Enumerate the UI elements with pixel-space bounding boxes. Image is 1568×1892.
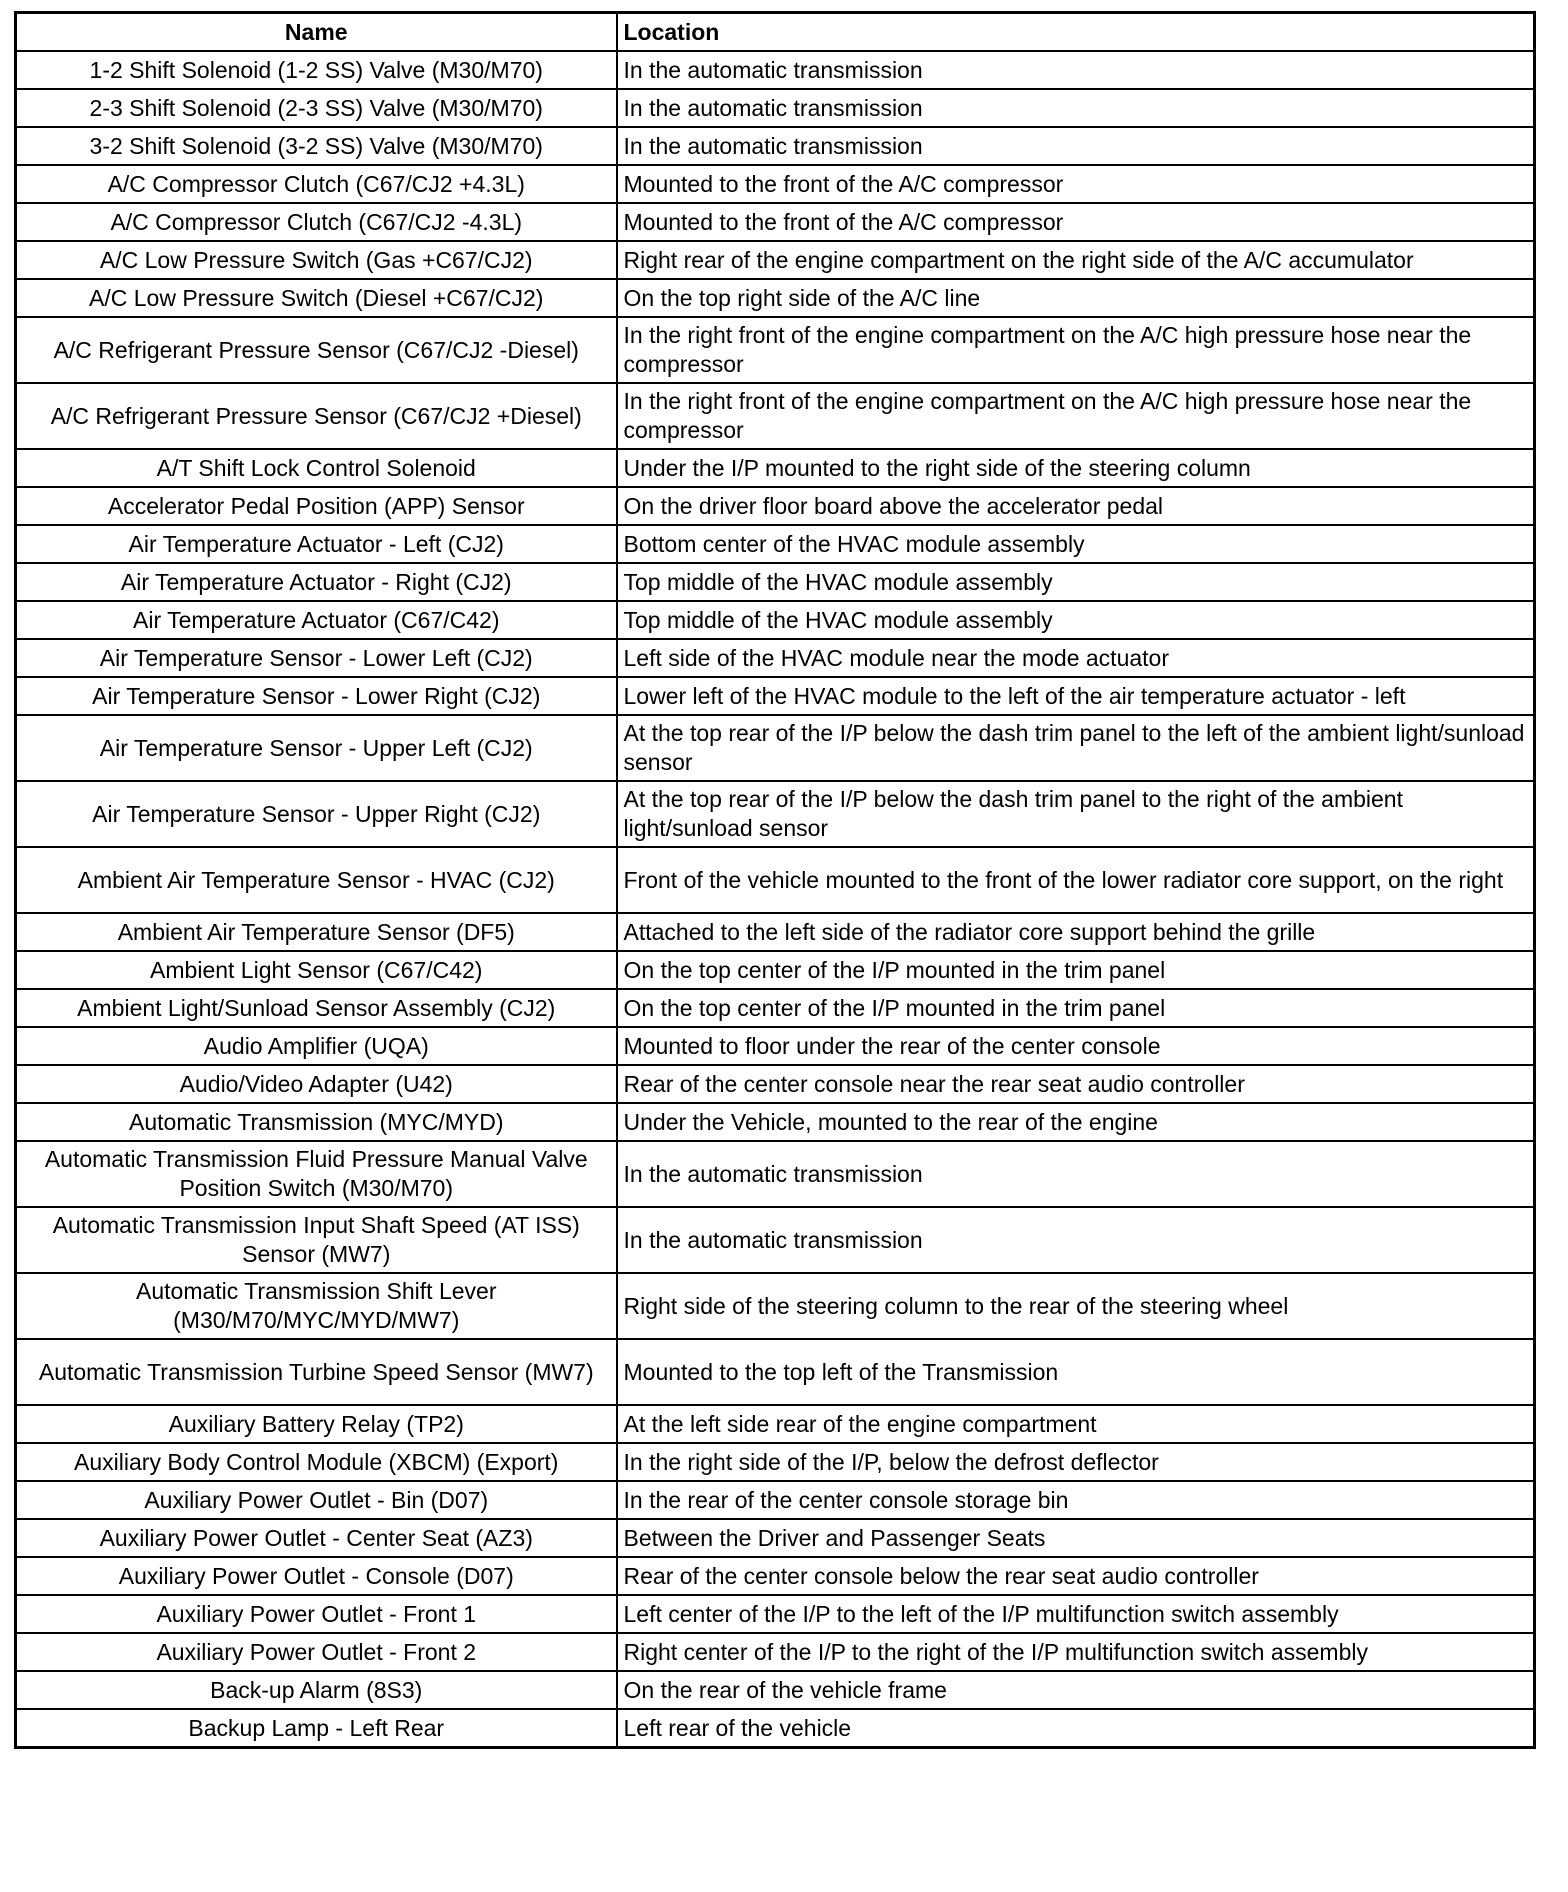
cell-name: Auxiliary Power Outlet - Center Seat (AZ3) (16, 1519, 617, 1557)
cell-name: Automatic Transmission Turbine Speed Sensor (MW7) (16, 1339, 617, 1405)
table-row (16, 449, 1535, 487)
table-row (16, 165, 1535, 203)
table-row (16, 1443, 1535, 1481)
table-row (16, 1339, 1535, 1405)
table-row (16, 1027, 1535, 1065)
header-row (16, 13, 1535, 52)
table-row (16, 487, 1535, 525)
cell-name: Accelerator Pedal Position (APP) Sensor (16, 487, 617, 525)
table-row (16, 1481, 1535, 1519)
cell-name: Air Temperature Sensor - Upper Left (CJ2) (16, 715, 617, 781)
cell-location: Left center of the I/P to the left of the I/P multifunction switch assembly (617, 1595, 1535, 1633)
cell-name: Auxiliary Power Outlet - Bin (D07) (16, 1481, 617, 1519)
cell-location: At the top rear of the I/P below the dash trim panel to the right of the ambient light/sunload sensor (617, 781, 1535, 847)
cell-name: Auxiliary Battery Relay (TP2) (16, 1405, 617, 1443)
cell-name: Ambient Light Sensor (C67/C42) (16, 951, 617, 989)
cell-location: Top middle of the HVAC module assembly (617, 601, 1535, 639)
cell-location: Front of the vehicle mounted to the front of the lower radiator core support, on the right (617, 847, 1535, 913)
cell-name: A/C Refrigerant Pressure Sensor (C67/CJ2 +Diesel) (16, 383, 617, 449)
cell-location: Right rear of the engine compartment on the right side of the A/C accumulator (617, 241, 1535, 279)
cell-name: Automatic Transmission Fluid Pressure Manual Valve Position Switch (M30/M70) (16, 1141, 617, 1207)
cell-location: In the automatic transmission (617, 89, 1535, 127)
cell-name: A/C Low Pressure Switch (Diesel +C67/CJ2) (16, 279, 617, 317)
cell-location: Rear of the center console below the rear seat audio controller (617, 1557, 1535, 1595)
cell-location: In the right side of the I/P, below the defrost deflector (617, 1443, 1535, 1481)
cell-location: On the top center of the I/P mounted in the trim panel (617, 951, 1535, 989)
table-row (16, 601, 1535, 639)
cell-location: Mounted to the front of the A/C compressor (617, 165, 1535, 203)
cell-name: Air Temperature Actuator - Left (CJ2) (16, 525, 617, 563)
cell-location: At the left side rear of the engine compartment (617, 1405, 1535, 1443)
column-header-location: Location (617, 13, 1535, 52)
cell-location: Mounted to the top left of the Transmission (617, 1339, 1535, 1405)
table-row (16, 525, 1535, 563)
cell-location: In the automatic transmission (617, 127, 1535, 165)
cell-location: In the automatic transmission (617, 51, 1535, 89)
cell-location: Bottom center of the HVAC module assembly (617, 525, 1535, 563)
cell-name: A/C Refrigerant Pressure Sensor (C67/CJ2 -Diesel) (16, 317, 617, 383)
cell-name: A/T Shift Lock Control Solenoid (16, 449, 617, 487)
table-row (16, 639, 1535, 677)
table-row (16, 1103, 1535, 1141)
table-row (16, 1671, 1535, 1709)
cell-location: In the right front of the engine compartment on the A/C high pressure hose near the compressor (617, 383, 1535, 449)
cell-name: Back-up Alarm (8S3) (16, 1671, 617, 1709)
cell-name: Backup Lamp - Left Rear (16, 1709, 617, 1748)
cell-name: Automatic Transmission Shift Lever (M30/M70/MYC/MYD/MW7) (16, 1273, 617, 1339)
cell-name: A/C Compressor Clutch (C67/CJ2 +4.3L) (16, 165, 617, 203)
table-row (16, 1141, 1535, 1207)
table-row (16, 847, 1535, 913)
table-body (16, 51, 1535, 1748)
cell-name: Automatic Transmission Input Shaft Speed (AT ISS) Sensor (MW7) (16, 1207, 617, 1273)
table-row (16, 51, 1535, 89)
cell-location: Lower left of the HVAC module to the left of the air temperature actuator - left (617, 677, 1535, 715)
cell-name: Automatic Transmission (MYC/MYD) (16, 1103, 617, 1141)
cell-location: In the automatic transmission (617, 1207, 1535, 1273)
cell-name: Ambient Air Temperature Sensor (DF5) (16, 913, 617, 951)
cell-name: Air Temperature Actuator (C67/C42) (16, 601, 617, 639)
cell-location: Under the Vehicle, mounted to the rear of the engine (617, 1103, 1535, 1141)
cell-name: Air Temperature Actuator - Right (CJ2) (16, 563, 617, 601)
table-row (16, 279, 1535, 317)
component-location-table (14, 11, 1536, 1749)
table-row (16, 1207, 1535, 1273)
cell-name: Air Temperature Sensor - Lower Left (CJ2) (16, 639, 617, 677)
cell-location: Left rear of the vehicle (617, 1709, 1535, 1748)
cell-location: Under the I/P mounted to the right side of the steering column (617, 449, 1535, 487)
cell-name: 1-2 Shift Solenoid (1-2 SS) Valve (M30/M70) (16, 51, 617, 89)
table-row (16, 677, 1535, 715)
table-row (16, 127, 1535, 165)
cell-name: Auxiliary Power Outlet - Front 1 (16, 1595, 617, 1633)
cell-location: In the automatic transmission (617, 1141, 1535, 1207)
cell-name: Ambient Light/Sunload Sensor Assembly (CJ2) (16, 989, 617, 1027)
table-row (16, 913, 1535, 951)
table-row (16, 89, 1535, 127)
table-row (16, 203, 1535, 241)
cell-location: Right side of the steering column to the rear of the steering wheel (617, 1273, 1535, 1339)
cell-location: On the top center of the I/P mounted in the trim panel (617, 989, 1535, 1027)
cell-location: Mounted to floor under the rear of the center console (617, 1027, 1535, 1065)
table-row (16, 1709, 1535, 1748)
cell-location: In the rear of the center console storage bin (617, 1481, 1535, 1519)
cell-location: On the driver floor board above the accelerator pedal (617, 487, 1535, 525)
cell-location: At the top rear of the I/P below the dash trim panel to the left of the ambient light/sunload sensor (617, 715, 1535, 781)
cell-name: Auxiliary Body Control Module (XBCM) (Export) (16, 1443, 617, 1481)
cell-location: Rear of the center console near the rear seat audio controller (617, 1065, 1535, 1103)
cell-name: Auxiliary Power Outlet - Front 2 (16, 1633, 617, 1671)
table-row (16, 1405, 1535, 1443)
table-row (16, 951, 1535, 989)
cell-location: On the top right side of the A/C line (617, 279, 1535, 317)
cell-location: Top middle of the HVAC module assembly (617, 563, 1535, 601)
cell-location: Between the Driver and Passenger Seats (617, 1519, 1535, 1557)
cell-name: 3-2 Shift Solenoid (3-2 SS) Valve (M30/M70) (16, 127, 617, 165)
table-row (16, 715, 1535, 781)
table-row (16, 1633, 1535, 1671)
cell-location: On the rear of the vehicle frame (617, 1671, 1535, 1709)
table-row (16, 781, 1535, 847)
cell-location: Left side of the HVAC module near the mode actuator (617, 639, 1535, 677)
cell-location: Right center of the I/P to the right of the I/P multifunction switch assembly (617, 1633, 1535, 1671)
table-row (16, 1273, 1535, 1339)
cell-name: A/C Compressor Clutch (C67/CJ2 -4.3L) (16, 203, 617, 241)
table-row (16, 989, 1535, 1027)
cell-name: Audio/Video Adapter (U42) (16, 1065, 617, 1103)
cell-location: Attached to the left side of the radiator core support behind the grille (617, 913, 1535, 951)
cell-name: Audio Amplifier (UQA) (16, 1027, 617, 1065)
table-row (16, 317, 1535, 383)
cell-name: Auxiliary Power Outlet - Console (D07) (16, 1557, 617, 1595)
table-row (16, 383, 1535, 449)
table-row (16, 241, 1535, 279)
table-row (16, 563, 1535, 601)
cell-location: Mounted to the front of the A/C compressor (617, 203, 1535, 241)
table-row (16, 1519, 1535, 1557)
cell-name: Air Temperature Sensor - Upper Right (CJ2) (16, 781, 617, 847)
table-row (16, 1065, 1535, 1103)
column-header-name: Name (16, 13, 617, 52)
cell-name: 2-3 Shift Solenoid (2-3 SS) Valve (M30/M70) (16, 89, 617, 127)
cell-name: Air Temperature Sensor - Lower Right (CJ2) (16, 677, 617, 715)
table-row (16, 1595, 1535, 1633)
cell-name: Ambient Air Temperature Sensor - HVAC (CJ2) (16, 847, 617, 913)
cell-name: A/C Low Pressure Switch (Gas +C67/CJ2) (16, 241, 617, 279)
cell-location: In the right front of the engine compartment on the A/C high pressure hose near the compressor (617, 317, 1535, 383)
table-row (16, 1557, 1535, 1595)
